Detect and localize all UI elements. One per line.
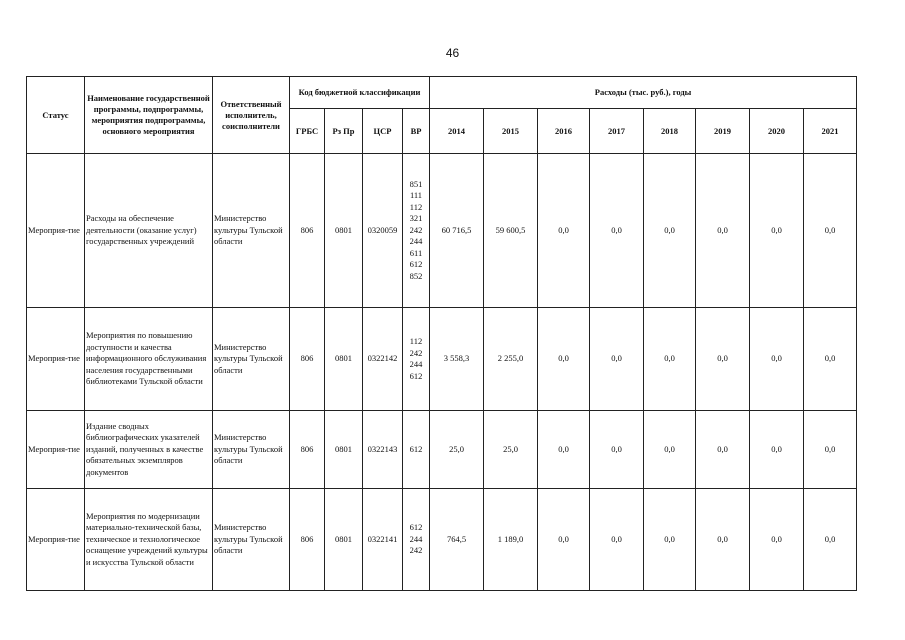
- row-value: 0,0: [644, 154, 696, 308]
- vr-code: 851: [409, 178, 423, 189]
- row-csr: 0322143: [363, 411, 403, 489]
- row-value: 0,0: [750, 308, 804, 411]
- vr-code: 611: [409, 247, 423, 258]
- row-rzpr: 0801: [325, 411, 363, 489]
- header-year: 2015: [484, 109, 538, 154]
- row-rzpr: 0801: [325, 308, 363, 411]
- row-grbs: 806: [290, 489, 325, 591]
- header-grbs: ГРБС: [290, 109, 325, 154]
- vr-code: 244: [409, 359, 423, 369]
- vr-code: 112: [409, 201, 423, 212]
- vr-code: 112: [409, 336, 423, 346]
- header-year: 2016: [538, 109, 590, 154]
- row-value: 0,0: [538, 489, 590, 591]
- row-executor: Министерство культуры Тульской области: [213, 411, 290, 489]
- row-value: 0,0: [804, 154, 857, 308]
- row-rzpr: 0801: [325, 489, 363, 591]
- row-value: 1 189,0: [484, 489, 538, 591]
- vr-code: 612: [409, 259, 423, 270]
- vr-code: 244: [409, 236, 423, 247]
- vr-code: 612: [409, 443, 423, 454]
- vr-code: 321: [409, 213, 423, 224]
- row-value: 59 600,5: [484, 154, 538, 308]
- row-value: 0,0: [538, 154, 590, 308]
- row-value: 0,0: [696, 489, 750, 591]
- table-row: [27, 154, 857, 308]
- vr-code: 612: [409, 522, 423, 533]
- row-executor: Министерство культуры Тульской области: [213, 308, 290, 411]
- row-value: 0,0: [644, 308, 696, 411]
- row-value: 60 716,5: [430, 154, 484, 308]
- table-row: [27, 489, 857, 591]
- row-value: 0,0: [804, 489, 857, 591]
- row-csr: 0322141: [363, 489, 403, 591]
- row-vr: [403, 411, 430, 489]
- row-value: 0,0: [538, 411, 590, 489]
- row-value: 0,0: [590, 489, 644, 591]
- row-value: 0,0: [696, 308, 750, 411]
- header-year: 2020: [750, 109, 804, 154]
- row-value: 0,0: [538, 308, 590, 411]
- row-value: 764,5: [430, 489, 484, 591]
- header-year: 2021: [804, 109, 857, 154]
- row-csr: 0322142: [363, 308, 403, 411]
- header-budget-code: Код бюджетной классификации: [290, 77, 430, 109]
- row-value: 0,0: [804, 308, 857, 411]
- row-grbs: 806: [290, 308, 325, 411]
- header-row-1: [27, 77, 857, 109]
- header-status: Статус: [27, 77, 85, 154]
- header-name: Наименование государственной программы, подпрограммы, мероприятия подпрограммы, основного мероприятия: [85, 77, 213, 154]
- row-name: Расходы на обеспечение деятельности (оказание услуг) государственных учреждений: [85, 154, 213, 308]
- header-rzpr: Рз Пр: [325, 109, 363, 154]
- row-executor: Министерство культуры Тульской области: [213, 154, 290, 308]
- row-value: 0,0: [750, 154, 804, 308]
- header-year: 2017: [590, 109, 644, 154]
- row-vr: [403, 308, 430, 411]
- row-status: Мероприя-тие: [27, 154, 85, 308]
- row-value: 0,0: [590, 154, 644, 308]
- row-name: Издание сводных библиографических указателей изданий, полученных в качестве обязательных экземпляров документов: [85, 411, 213, 489]
- row-grbs: 806: [290, 154, 325, 308]
- row-executor: Министерство культуры Тульской области: [213, 489, 290, 591]
- header-csr: ЦСР: [363, 109, 403, 154]
- table-row: [27, 411, 857, 489]
- header-year: 2018: [644, 109, 696, 154]
- row-value: 2 255,0: [484, 308, 538, 411]
- row-name: Мероприятия по модернизации материально-технической базы, техническое и технологическое оснащение учреждений культуры и искусства Тульской области: [85, 489, 213, 591]
- row-value: 0,0: [804, 411, 857, 489]
- row-vr: [403, 489, 430, 591]
- vr-code: 244: [409, 533, 423, 544]
- row-status: Мероприя-тие: [27, 489, 85, 591]
- row-name: Мероприятия по повышению доступности и качества информационного обслуживания населения государственными библиотеками Тульской области: [85, 308, 213, 411]
- row-rzpr: 0801: [325, 154, 363, 308]
- row-status: Мероприя-тие: [27, 308, 85, 411]
- header-vr: ВР: [403, 109, 430, 154]
- vr-code: 242: [409, 347, 423, 358]
- header-year: 2019: [696, 109, 750, 154]
- header-executor: Ответственный исполнитель, соисполнители: [213, 77, 290, 154]
- vr-code: 612: [409, 370, 423, 381]
- row-value: 0,0: [590, 308, 644, 411]
- row-value: 0,0: [750, 411, 804, 489]
- header-expenses: Расходы (тыс. руб.), годы: [430, 77, 857, 109]
- table-row: [27, 308, 857, 411]
- row-vr: [403, 154, 430, 308]
- vr-code: 852: [409, 270, 423, 281]
- vr-code: 242: [409, 224, 423, 235]
- page-number: 46: [445, 46, 460, 60]
- row-grbs: 806: [290, 411, 325, 489]
- row-value: 0,0: [696, 154, 750, 308]
- header-year: 2014: [430, 109, 484, 154]
- row-value: 0,0: [696, 411, 750, 489]
- vr-code: 242: [409, 545, 423, 556]
- vr-code: 111: [409, 190, 423, 201]
- row-status: Мероприя-тие: [27, 411, 85, 489]
- row-csr: 0320059: [363, 154, 403, 308]
- row-value: 0,0: [644, 489, 696, 591]
- row-value: 3 558,3: [430, 308, 484, 411]
- row-value: 25,0: [430, 411, 484, 489]
- budget-table: [26, 76, 857, 591]
- row-value: 25,0: [484, 411, 538, 489]
- row-value: 0,0: [590, 411, 644, 489]
- row-value: 0,0: [750, 489, 804, 591]
- row-value: 0,0: [644, 411, 696, 489]
